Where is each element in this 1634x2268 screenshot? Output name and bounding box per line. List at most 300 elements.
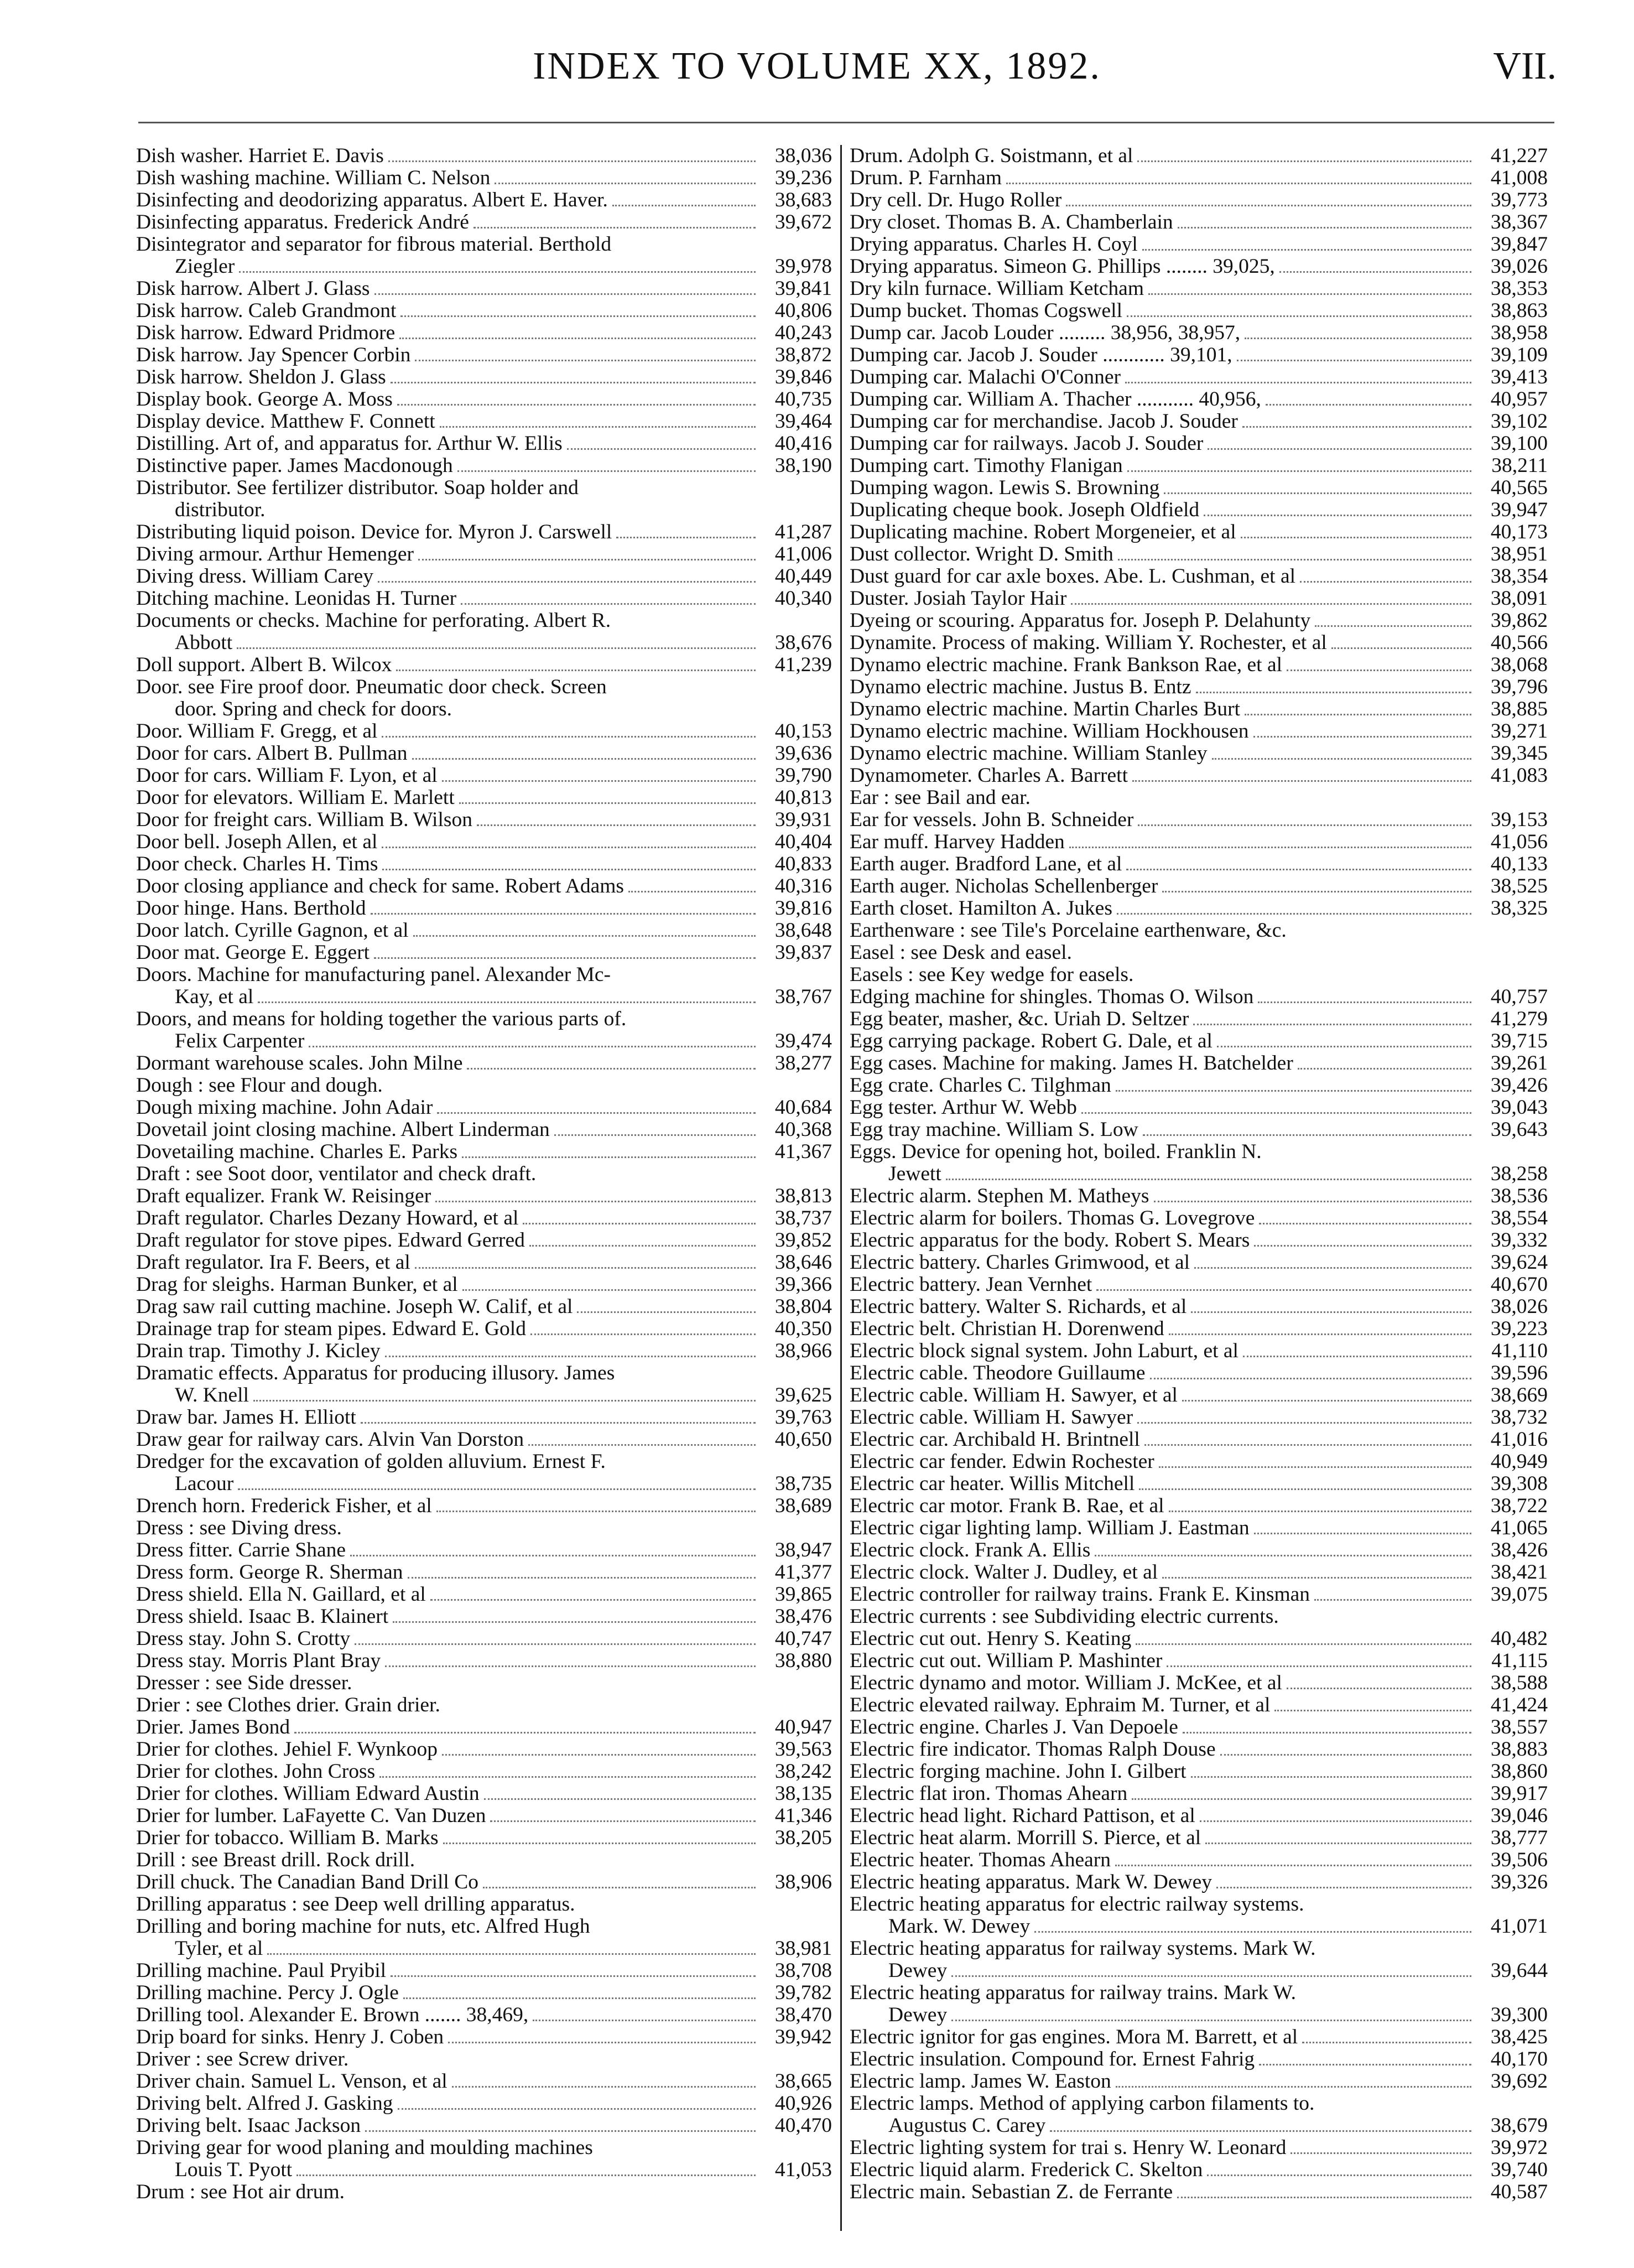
- patent-number: 41,053: [774, 2159, 832, 2181]
- dot-leader: [437, 1112, 756, 1114]
- dot-leader: [1116, 1090, 1471, 1092]
- index-entry: [850, 2093, 1548, 2115]
- entry-text: Dough : see Flour and dough.: [136, 1075, 383, 1097]
- index-entry: [850, 233, 1548, 256]
- patent-number: 39,326: [1490, 1871, 1548, 1893]
- dot-leader: [350, 1555, 756, 1556]
- entry-text: Edging machine for shingles. Thomas O. Wilson: [850, 986, 1254, 1008]
- entry-text: Dress shield. Ella N. Gaillard, et al: [136, 1584, 426, 1606]
- index-entry: [136, 2026, 832, 2048]
- entry-text: Disk harrow. Sheldon J. Glass: [136, 366, 386, 388]
- header-rule: [138, 122, 1554, 123]
- index-entry: [850, 1052, 1548, 1075]
- entry-text: Jewett: [888, 1163, 941, 1185]
- index-entry: [850, 1517, 1548, 1539]
- entry-text: Electric fire indicator. Thomas Ralph Douse: [850, 1738, 1216, 1761]
- dot-leader: [530, 1333, 756, 1335]
- entry-text: Distributor. See fertilizer distributor. Soap holder and: [136, 477, 579, 499]
- dot-leader: [533, 2020, 756, 2021]
- patent-number: 38,872: [774, 344, 832, 366]
- index-entry: [136, 388, 832, 411]
- patent-number: 39,942: [774, 2026, 832, 2048]
- index-entry: [850, 1738, 1548, 1761]
- dot-leader: [477, 824, 756, 826]
- index-entry: [850, 1606, 1548, 1628]
- entry-text: Egg crate. Charles C. Tilghman: [850, 1075, 1111, 1097]
- entry-text: Electric battery. Jean Vernhet: [850, 1274, 1092, 1296]
- dot-leader: [1071, 603, 1471, 605]
- patent-number: 41,016: [1490, 1429, 1548, 1451]
- index-entry: [136, 1185, 832, 1207]
- patent-number: 38,665: [774, 2070, 832, 2093]
- patent-number: 38,068: [1490, 654, 1548, 676]
- entry-text: Dumping car. Malachi O'Conner: [850, 366, 1121, 388]
- dot-leader: [1127, 470, 1471, 472]
- entry-text: Ear muff. Harvey Hadden: [850, 831, 1065, 853]
- entry-text: Eggs. Device for opening hot, boiled. Franklin N.: [850, 1141, 1262, 1163]
- patent-number: 40,757: [1490, 986, 1548, 1008]
- index-entry: [850, 1539, 1548, 1561]
- entry-text: Display book. George A. Moss: [136, 388, 393, 411]
- patent-number: 39,643: [1490, 1119, 1548, 1141]
- index-entry: [136, 2048, 832, 2070]
- index-entry: [136, 1141, 832, 1163]
- dot-leader: [393, 1621, 756, 1623]
- dot-leader: [1144, 1444, 1471, 1446]
- entry-text: Dry cell. Dr. Hugo Roller: [850, 189, 1062, 211]
- entry-text: Door latch. Cyrille Gagnon, et al: [136, 920, 409, 942]
- dot-leader: [1164, 492, 1471, 494]
- entry-text: Dump car. Jacob Louder ......... 38,956, 38,957,: [850, 322, 1241, 344]
- patent-number: 38,883: [1490, 1738, 1548, 1761]
- dot-leader: [473, 227, 756, 229]
- index-entry: [850, 1252, 1548, 1274]
- index-entry: [850, 344, 1548, 366]
- patent-number: 39,153: [1490, 809, 1548, 831]
- index-entry: [850, 809, 1548, 831]
- patent-number: 38,767: [774, 986, 832, 1008]
- patent-number: 38,951: [1490, 543, 1548, 565]
- patent-number: 40,404: [774, 831, 832, 853]
- entry-text: Drainage trap for steam pipes. Edward E. Gold: [136, 1318, 526, 1340]
- dot-leader: [374, 957, 756, 959]
- index-entry: [136, 897, 832, 920]
- patent-number: 38,689: [774, 1495, 832, 1517]
- dot-leader: [1050, 2130, 1471, 2132]
- entry-text: Mark. W. Dewey: [888, 1916, 1031, 1938]
- dot-leader: [528, 1444, 756, 1446]
- dot-leader: [1193, 1024, 1471, 1025]
- dot-leader: [1196, 692, 1471, 693]
- patent-number: 40,587: [1490, 2181, 1548, 2203]
- entry-text: Draft regulator. Ira F. Beers, et al: [136, 1252, 410, 1274]
- dot-leader: [1191, 1776, 1472, 1778]
- patent-number: 39,692: [1490, 2070, 1548, 2093]
- index-entry: [850, 853, 1548, 875]
- dot-leader: [1194, 1267, 1471, 1269]
- dot-leader: [1116, 2086, 1471, 2088]
- patent-number: 38,205: [774, 1827, 832, 1849]
- dot-leader: [1212, 758, 1471, 760]
- index-entry: [136, 1606, 832, 1628]
- entry-text: Driver : see Screw driver.: [136, 2048, 349, 2070]
- dot-leader: [1245, 338, 1471, 339]
- index-entry: [136, 211, 832, 233]
- index-entry: [850, 543, 1548, 565]
- dot-leader: [1208, 448, 1471, 450]
- patent-number: 41,367: [774, 1141, 832, 1163]
- patent-number: 38,353: [1490, 278, 1548, 300]
- index-entry: [136, 720, 832, 743]
- patent-number: 38,860: [1490, 1761, 1548, 1783]
- patent-number: 38,211: [1491, 455, 1548, 477]
- entry-text: Dormant warehouse scales. John Milne: [136, 1052, 463, 1075]
- patent-number: 38,325: [1490, 897, 1548, 920]
- entry-text: Drilling machine. Paul Pryibil: [136, 1960, 387, 1982]
- entry-text: Dumping cart. Timothy Flanigan: [850, 455, 1123, 477]
- dot-leader: [1259, 2064, 1471, 2065]
- entry-text: Drier for clothes. William Edward Austin: [136, 1783, 480, 1805]
- index-entry: [136, 809, 832, 831]
- dot-leader: [1254, 1533, 1471, 1534]
- index-entry: [850, 2004, 1548, 2026]
- entry-text: Dumping car for merchandise. Jacob J. Souder: [850, 411, 1238, 433]
- index-entry: [850, 388, 1548, 411]
- patent-number: 39,636: [774, 743, 832, 765]
- dot-leader: [483, 1887, 756, 1888]
- dot-leader: [946, 1179, 1471, 1180]
- entry-text: Door for cars. William F. Lyon, et al: [136, 765, 438, 787]
- entry-text: Drill chuck. The Canadian Band Drill Co: [136, 1871, 478, 1893]
- index-entry: [850, 1761, 1548, 1783]
- patent-number: 38,091: [1490, 588, 1548, 610]
- entry-text: Dumping car for railways. Jacob J. Souder: [850, 433, 1204, 455]
- index-entry: [850, 2159, 1548, 2181]
- entry-text: Dynamo electric machine. Frank Bankson Rae, et al: [850, 654, 1283, 676]
- dot-leader: [1169, 1511, 1471, 1512]
- index-entry: [850, 2026, 1548, 2048]
- entry-text: Dynamometer. Charles A. Barrett: [850, 765, 1128, 787]
- dot-leader: [612, 205, 756, 206]
- patent-number: 38,557: [1490, 1716, 1548, 1738]
- entry-text: Dewey: [888, 1960, 948, 1982]
- entry-text: Drier. James Bond: [136, 1716, 290, 1738]
- entry-text: Driving belt. Alfred J. Gasking: [136, 2093, 393, 2115]
- dot-leader: [1125, 382, 1471, 383]
- entry-text: Dumping wagon. Lewis S. Browning: [850, 477, 1160, 499]
- dot-leader: [374, 293, 756, 295]
- entry-text: Drum. Adolph G. Soistmann, et al: [850, 145, 1133, 167]
- entry-text: Distinctive paper. James Macdonough: [136, 455, 453, 477]
- index-entry: [850, 964, 1548, 986]
- column-divider: [840, 145, 842, 2231]
- patent-number: 40,684: [774, 1097, 832, 1119]
- patent-number: 40,482: [1490, 1628, 1548, 1650]
- index-entry: [850, 1716, 1548, 1738]
- entry-text: Egg beater, masher, &c. Uriah D. Seltzer: [850, 1008, 1189, 1030]
- patent-number: 39,464: [774, 411, 832, 433]
- entry-text: Kay, et al: [175, 986, 254, 1008]
- entry-text: Dovetailing machine. Charles E. Parks: [136, 1141, 458, 1163]
- entry-text: Ear for vessels. John B. Schneider: [850, 809, 1134, 831]
- patent-number: 39,978: [774, 256, 832, 278]
- entry-text: Electric apparatus for the body. Robert S. Mears: [850, 1229, 1250, 1252]
- entry-text: Drier for lumber. LaFayette C. Van Duzen: [136, 1805, 486, 1827]
- index-entry: [850, 455, 1548, 477]
- entry-text: Drying apparatus. Charles H. Coyl: [850, 233, 1138, 256]
- patent-number: 39,596: [1490, 1362, 1548, 1384]
- dot-leader: [554, 1134, 756, 1136]
- patent-number: 38,669: [1490, 1384, 1548, 1407]
- entry-text: Easels : see Key wedge for easels.: [850, 964, 1134, 986]
- dot-leader: [1159, 1466, 1471, 1468]
- dot-leader: [1115, 1865, 1471, 1866]
- index-entry: [850, 720, 1548, 743]
- index-entry: [136, 1075, 832, 1097]
- index-entry: [850, 897, 1548, 920]
- dot-leader: [1177, 2197, 1471, 2198]
- dot-leader: [442, 780, 756, 782]
- patent-number: 41,279: [1490, 1008, 1548, 1030]
- dot-leader: [355, 1643, 756, 1645]
- patent-number: 40,806: [774, 300, 832, 322]
- index-entry: [850, 698, 1548, 720]
- index-entry: [136, 743, 832, 765]
- dot-leader: [440, 426, 756, 428]
- patent-number: 38,722: [1490, 1495, 1548, 1517]
- entry-text: Doll support. Albert B. Wilcox: [136, 654, 392, 676]
- patent-number: 38,676: [774, 632, 832, 654]
- index-entry: [850, 278, 1548, 300]
- entry-text: Electric cigar lighting lamp. William J. Eastman: [850, 1517, 1250, 1539]
- dot-leader: [237, 647, 756, 649]
- index-entry: [850, 1340, 1548, 1362]
- dot-leader: [258, 1001, 756, 1003]
- dot-leader: [1274, 1710, 1471, 1711]
- index-entry: [850, 610, 1548, 632]
- index-entry: [136, 1097, 832, 1119]
- patent-number: 39,043: [1490, 1097, 1548, 1119]
- entry-text: Electric block signal system. John Laburt, et al: [850, 1340, 1238, 1362]
- patent-number: 39,102: [1490, 411, 1548, 433]
- dot-leader: [1266, 404, 1471, 406]
- dot-leader: [1243, 1356, 1471, 1357]
- patent-number: 39,109: [1490, 344, 1548, 366]
- entry-text: Dump bucket. Thomas Cogswell: [850, 300, 1123, 322]
- dot-leader: [1331, 647, 1471, 649]
- dot-leader: [398, 2108, 756, 2110]
- entry-text: Augustus C. Carey: [888, 2115, 1046, 2137]
- patent-number: 40,813: [774, 787, 832, 809]
- entry-text: distributor.: [175, 499, 266, 521]
- index-entry: [136, 1473, 832, 1495]
- index-entry: [850, 1362, 1548, 1384]
- dot-leader: [495, 183, 756, 184]
- patent-number: 38,966: [774, 1340, 832, 1362]
- dot-leader: [391, 1975, 756, 1977]
- index-entry: [136, 1628, 832, 1650]
- index-entry: [850, 2070, 1548, 2093]
- index-entry: [136, 2093, 832, 2115]
- dot-leader: [567, 448, 756, 450]
- entry-text: Electric belt. Christian H. Dorenwend: [850, 1318, 1164, 1340]
- dot-leader: [412, 758, 756, 760]
- entry-text: Diving dress. William Carey: [136, 565, 373, 588]
- dot-leader: [1315, 625, 1471, 627]
- dot-leader: [452, 2086, 756, 2088]
- entry-text: Dress stay. John S. Crotty: [136, 1628, 351, 1650]
- patent-number: 38,947: [774, 1539, 832, 1561]
- entry-text: Dust guard for car axle boxes. Abe. L. Cushman, et al: [850, 565, 1296, 588]
- dot-leader: [1220, 1754, 1471, 1756]
- index-entry: [136, 1738, 832, 1761]
- entry-text: Door check. Charles H. Tims: [136, 853, 378, 875]
- dot-leader: [365, 2130, 756, 2132]
- index-entry: [136, 787, 832, 809]
- index-entry: [136, 632, 832, 654]
- patent-number: 38,470: [774, 2004, 832, 2026]
- entry-text: Drilling tool. Alexander E. Brown ....... 38,469,: [136, 2004, 529, 2026]
- patent-number: 39,563: [774, 1738, 832, 1761]
- patent-number: 39,816: [774, 897, 832, 920]
- dot-leader: [382, 736, 756, 738]
- index-entry: [136, 233, 832, 256]
- dot-leader: [382, 847, 756, 848]
- index-entry: [850, 1561, 1548, 1584]
- entry-text: Felix Carpenter: [175, 1030, 305, 1052]
- entry-text: Disk harrow. Albert J. Glass: [136, 278, 370, 300]
- entry-text: Egg carrying package. Robert G. Dale, et al: [850, 1030, 1213, 1052]
- dot-leader: [1136, 1643, 1471, 1645]
- patent-number: 39,846: [774, 366, 832, 388]
- entry-text: Disk harrow. Edward Pridmore: [136, 322, 396, 344]
- patent-number: 38,242: [774, 1761, 832, 1783]
- index-entry: [850, 2048, 1548, 2070]
- patent-number: 38,648: [774, 920, 832, 942]
- index-entry: [850, 1296, 1548, 1318]
- index-entry: [136, 831, 832, 853]
- patent-number: 38,958: [1490, 322, 1548, 344]
- entry-text: Duplicating cheque book. Joseph Oldfield: [850, 499, 1200, 521]
- dot-leader: [1167, 1665, 1471, 1667]
- dot-leader: [361, 1422, 756, 1424]
- dot-leader: [294, 1732, 756, 1734]
- dot-leader: [461, 603, 756, 605]
- entry-text: Electric forging machine. John I. Gilbert: [850, 1761, 1187, 1783]
- entry-text: Louis T. Pyott: [175, 2159, 293, 2181]
- entry-text: Electric car motor. Frank B. Rae, et al: [850, 1495, 1164, 1517]
- entry-text: Drip board for sinks. Henry J. Coben: [136, 2026, 444, 2048]
- index-entry: [850, 654, 1548, 676]
- dot-leader: [462, 1289, 756, 1291]
- index-entry: [136, 455, 832, 477]
- index-entry: [136, 1318, 832, 1340]
- index-entry: [136, 1229, 832, 1252]
- patent-number: 39,426: [1490, 1075, 1548, 1097]
- dot-leader: [1298, 1068, 1471, 1070]
- dot-leader: [415, 1267, 756, 1269]
- entry-text: Dynamite. Process of making. William Y. Rochester, et al: [850, 632, 1327, 654]
- entry-text: Earthenware : see Tile's Porcelaine earthenware, &c.: [850, 920, 1287, 942]
- dot-leader: [529, 1245, 756, 1247]
- dot-leader: [397, 404, 756, 406]
- dot-leader: [1034, 1931, 1471, 1933]
- index-entry: [136, 167, 832, 189]
- entry-text: Dynamo electric machine. William Hockhousen: [850, 720, 1249, 743]
- patent-number: 39,763: [774, 1407, 832, 1429]
- dot-leader: [1162, 1577, 1471, 1579]
- index-entry: [136, 1805, 832, 1827]
- dot-leader: [391, 382, 756, 383]
- index-entry: [850, 1097, 1548, 1119]
- dot-leader: [462, 1156, 756, 1158]
- entry-text: Electric battery. Charles Grimwood, et al: [850, 1252, 1190, 1274]
- index-entry: [850, 1473, 1548, 1495]
- entry-text: Tyler, et al: [175, 1938, 263, 1960]
- entry-text: Dough mixing machine. John Adair: [136, 1097, 433, 1119]
- entry-text: Disk harrow. Caleb Grandmont: [136, 300, 397, 322]
- patent-number: 40,153: [774, 720, 832, 743]
- patent-number: 39,715: [1490, 1030, 1548, 1052]
- entry-text: Electric currents : see Subdividing electric currents.: [850, 1606, 1279, 1628]
- patent-number: 38,735: [774, 1473, 832, 1495]
- index-entry: [136, 1561, 832, 1584]
- patent-number: 40,735: [774, 388, 832, 411]
- entry-text: Electric lamps. Method of applying carbon filaments to.: [850, 2093, 1315, 2115]
- index-entry: [850, 1318, 1548, 1340]
- dot-leader: [1143, 1134, 1471, 1136]
- entry-text: Electric insulation. Compound for. Ernest Fahrig: [850, 2048, 1255, 2070]
- index-entry: [136, 1451, 832, 1473]
- entry-text: Disintegrator and separator for fibrous material. Berthold: [136, 233, 612, 256]
- dot-leader: [1066, 205, 1471, 206]
- index-entry: [136, 610, 832, 632]
- page-header: [0, 44, 1634, 111]
- entry-text: Easel : see Desk and easel.: [850, 942, 1072, 964]
- index-entry: [850, 1185, 1548, 1207]
- entry-text: Ziegler: [175, 256, 235, 278]
- entry-text: Drier for tobacco. William B. Marks: [136, 1827, 439, 1849]
- entry-text: Dyeing or scouring. Apparatus for. Joseph P. Delahunty: [850, 610, 1311, 632]
- dot-leader: [309, 1046, 756, 1047]
- index-entry: [136, 411, 832, 433]
- patent-number: 39,506: [1490, 1849, 1548, 1871]
- patent-number: 39,046: [1490, 1805, 1548, 1827]
- entry-text: Drier : see Clothes drier. Grain drier.: [136, 1694, 440, 1716]
- dot-leader: [1302, 2042, 1471, 2043]
- entry-text: Egg cases. Machine for making. James H. Batchelder: [850, 1052, 1293, 1075]
- index-entry: [850, 189, 1548, 211]
- patent-number: 38,425: [1490, 2026, 1548, 2048]
- index-entry: [850, 433, 1548, 455]
- patent-number: 38,258: [1490, 1163, 1548, 1185]
- entry-text: Electric elevated railway. Ephraim M. Turner, et al: [850, 1694, 1271, 1716]
- page-number: VII.: [1493, 45, 1557, 87]
- entry-text: Dynamo electric machine. Martin Charles Burt: [850, 698, 1241, 720]
- entry-text: Dewey: [888, 2004, 948, 2026]
- patent-number: 39,261: [1490, 1052, 1548, 1075]
- patent-number: 40,340: [774, 588, 832, 610]
- patent-number: 40,957: [1490, 388, 1548, 411]
- dot-leader: [1169, 1333, 1471, 1335]
- patent-number: 38,708: [774, 1960, 832, 1982]
- entry-text: Distilling. Art of, and apparatus for. Arthur W. Ellis: [136, 433, 563, 455]
- patent-number: 38,885: [1490, 698, 1548, 720]
- entry-text: Dress stay. Morris Plant Bray: [136, 1650, 381, 1672]
- patent-number: 38,737: [774, 1207, 832, 1229]
- patent-number: 40,747: [774, 1628, 832, 1650]
- dot-leader: [616, 537, 756, 538]
